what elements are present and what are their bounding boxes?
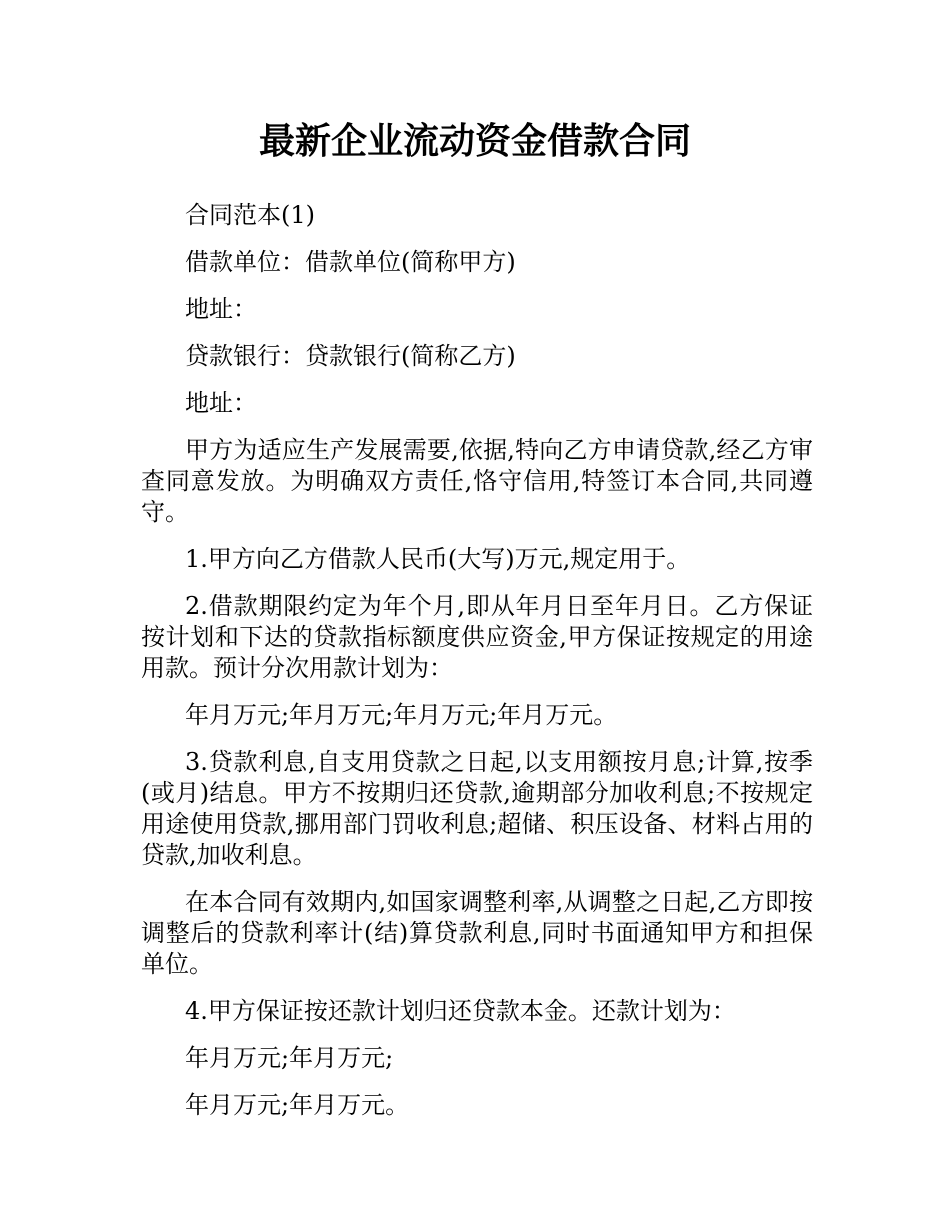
document-title: 最新企业流动资金借款合同 [258, 121, 691, 162]
document-body [141, 200, 813, 1137]
paragraph-repayment-schedule-2: 年月万元;年月万元。 [185, 1091, 410, 1119]
paragraph-preamble: 甲方为适应生产发展需要,依据,特向乙方申请贷款,经乙方审查同意发放。为明确双方责任,恪守信用,特签订本合同,共同遵守。 [141, 436, 813, 526]
paragraph-borrower-address: 地址： [185, 295, 257, 323]
paragraph-contract-template: 合同范本(1) [185, 201, 315, 229]
paragraph-repayment-schedule-1: 年月万元;年月万元; [185, 1044, 394, 1072]
paragraph-rate-adjustment: 在本合同有效期内,如国家调整利率,从调整之日起,乙方即按调整后的贷款利率计(结)算贷款利息,同时书面通知甲方和担保单位。 [141, 888, 813, 978]
paragraph-lender-bank: 贷款银行：贷款银行(简称乙方) [185, 342, 516, 370]
paragraph-usage-schedule: 年月万元;年月万元;年月万元;年月万元。 [185, 701, 618, 729]
paragraph-borrower: 借款单位：借款单位(简称甲方) [185, 248, 516, 276]
paragraph-lender-address: 地址： [185, 389, 257, 417]
paragraph-clause-2: 2.借款期限约定为年个月,即从年月日至年月日。乙方保证按计划和下达的贷款指标额度供应资金,甲方保证按规定的用途用款。预计分次用款计划为： [141, 592, 813, 682]
paragraph-clause-3: 3.贷款利息,自支用贷款之日起,以支用额按月息;计算,按季(或月)结息。甲方不按期归还贷款,逾期部分加收利息;不按规定用途使用贷款,挪用部门罚收利息;超储、积压设备、材料占用的贷款,加收利息。 [141, 748, 813, 869]
paragraph-clause-4: 4.甲方保证按还款计划归还贷款本金。还款计划为： [185, 997, 736, 1025]
paragraph-clause-1: 1.甲方向乙方借款人民币(大写)万元,规定用于。 [185, 545, 691, 573]
